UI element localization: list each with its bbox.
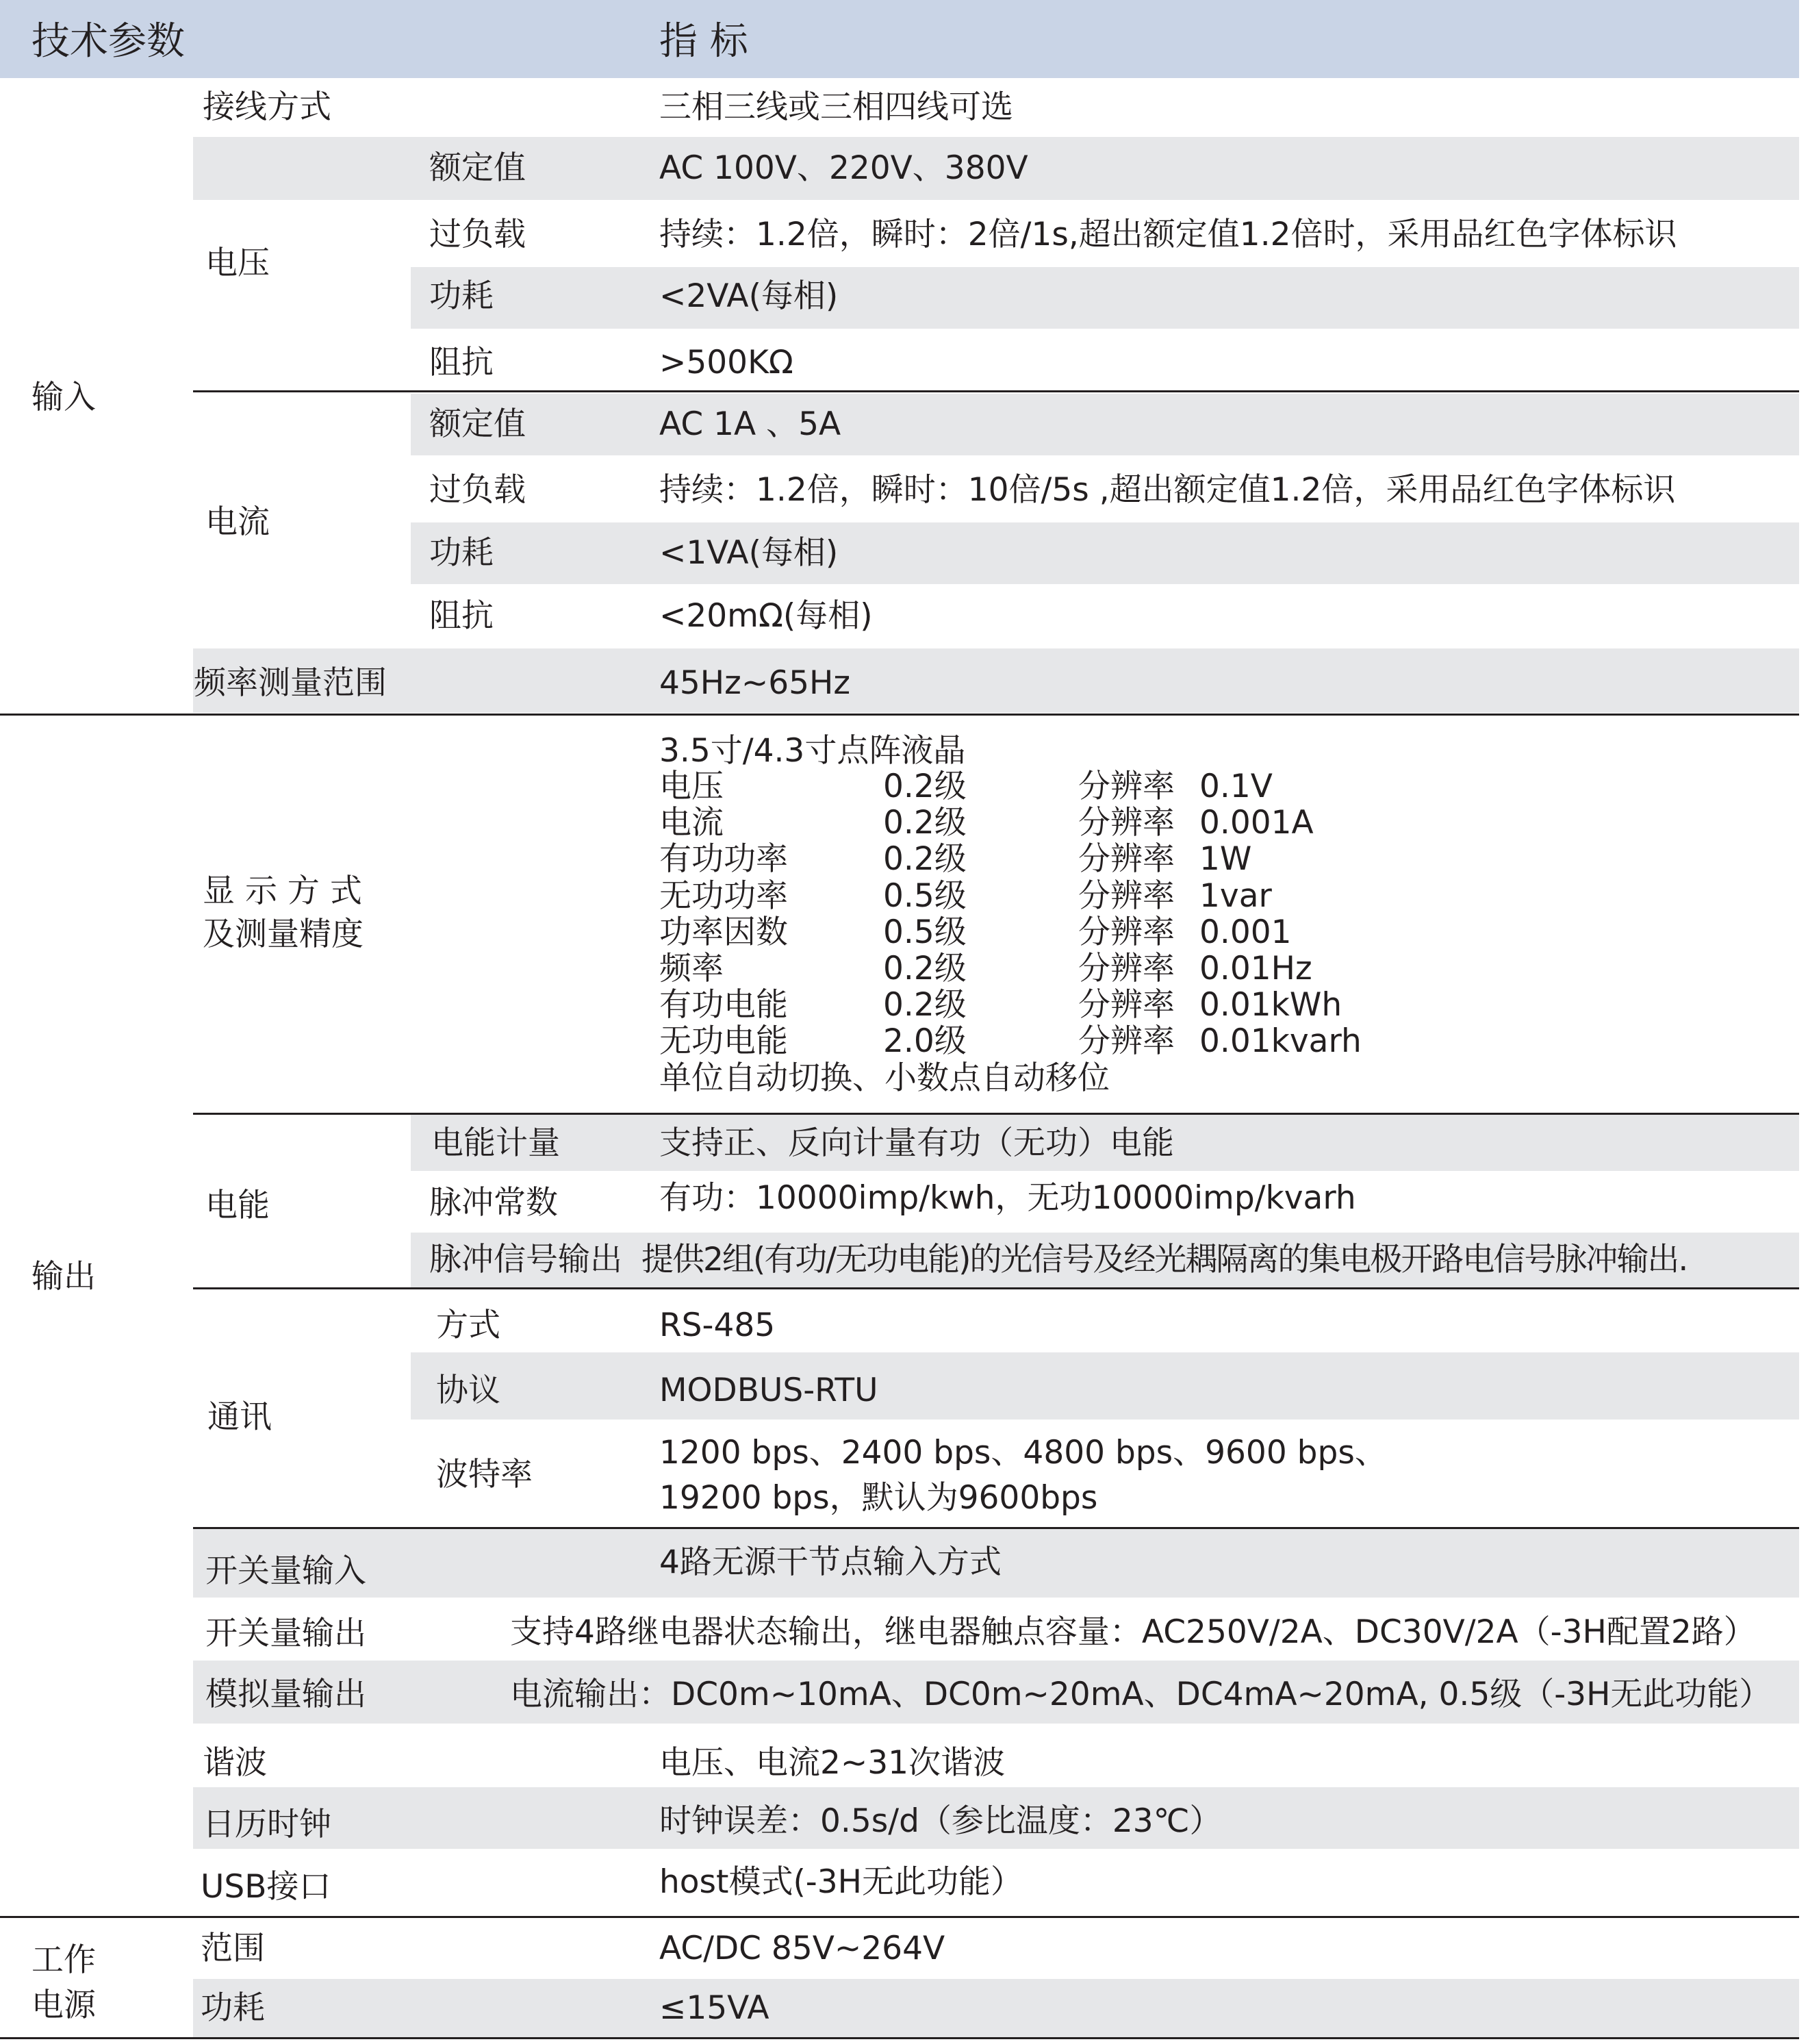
current-overload-value: 持续：1.2倍，瞬时：10倍/5s ,超出额定值1.2倍，采用品红色字体标识: [659, 471, 1676, 509]
row-band: [193, 1979, 1799, 2039]
comm-mode-label: 方式: [436, 1307, 500, 1344]
display-row-class: 0.2级: [883, 950, 967, 987]
voltage-consumption-label: 功耗: [429, 277, 494, 315]
display-row-res-label: 分辨率: [1078, 913, 1175, 951]
ao-value: 电流输出：DC0m~10mA、DC0m~20mA、DC4mA~20mA, 0.5级（-3H无此功能）: [510, 1676, 1772, 1713]
divider: [193, 390, 1799, 392]
display-row-res-label: 分辨率: [1078, 768, 1175, 805]
display-row-class: 2.0级: [883, 1022, 967, 1061]
current-rated-value: AC 1A 、5A: [659, 405, 841, 443]
voltage-rated-label: 额定值: [429, 149, 526, 187]
row-band: [411, 394, 1799, 455]
display-label-line2: 及测量精度: [203, 916, 364, 953]
display-row-res-label: 分辨率: [1078, 804, 1175, 842]
current-overload-label: 过负载: [429, 471, 526, 509]
divider: [0, 1916, 1799, 1918]
current-impedance-label: 阻抗: [429, 597, 494, 635]
energy-metering-value: 支持正、反向计量有功（无功）电能: [659, 1124, 1174, 1162]
current-rated-label: 额定值: [429, 405, 526, 443]
display-row-name: 有功功率: [659, 840, 788, 879]
power-range-value: AC/DC 85V~264V: [659, 1930, 945, 1967]
display-row-res: 0.01kvarh: [1199, 1022, 1362, 1061]
current-consumption-value: <1VA(每相): [659, 534, 839, 572]
header-param: 技术参数: [31, 19, 185, 64]
harmonic-value: 电压、电流2~31次谐波: [659, 1744, 1006, 1782]
display-row-res-label: 分辨率: [1078, 1022, 1175, 1061]
power-consumption-value: ≤15VA: [659, 1989, 769, 2027]
table-header: [0, 0, 1799, 78]
voltage-impedance-label: 阻抗: [429, 344, 494, 381]
usb-value: host模式(-3H无此功能）: [659, 1863, 1023, 1901]
comm-protocol-value: MODBUS-RTU: [659, 1372, 878, 1409]
display-row-class: 0.5级: [883, 876, 967, 915]
display-row-res: 0.001A: [1199, 804, 1314, 842]
divider: [193, 1527, 1799, 1529]
display-row-res: 0.01kWh: [1199, 986, 1342, 1024]
display-footer: 单位自动切换、小数点自动移位: [659, 1059, 1110, 1097]
divider: [0, 2037, 1799, 2039]
current-label: 电流: [205, 503, 270, 541]
do-value: 支持4路继电器状态输出，继电器触点容量：AC250V/2A、DC30V/2A（-3H配置2路）: [510, 1613, 1756, 1651]
display-row-name: 无功功率: [659, 876, 788, 915]
header-spec: 指 标: [659, 19, 748, 64]
display-row-name: 无功电能: [659, 1022, 788, 1061]
comm-mode-value: RS-485: [659, 1307, 776, 1344]
power-consumption-label: 功耗: [201, 1989, 265, 2027]
clock-label: 日历时钟: [203, 1806, 331, 1843]
pulse-out-label: 脉冲信号输出: [429, 1241, 622, 1278]
display-row-res-label: 分辨率: [1078, 876, 1175, 915]
voltage-overload-value: 持续：1.2倍，瞬时：2倍/1s,超出额定值1.2倍时，采用品红色字体标识: [659, 216, 1677, 253]
voltage-overload-label: 过负载: [429, 216, 526, 253]
display-row-res-label: 分辨率: [1078, 950, 1175, 987]
divider: [193, 1113, 1799, 1115]
section-output: 输出: [31, 1258, 96, 1296]
display-screen: 3.5寸/4.3寸点阵液晶: [659, 732, 966, 770]
voltage-rated-value: AC 100V、220V、380V: [659, 149, 1028, 187]
current-consumption-label: 功耗: [429, 534, 494, 572]
comm-baud-value-line1: 1200 bps、2400 bps、4800 bps、9600 bps、: [659, 1434, 1387, 1472]
display-row-class: 0.2级: [883, 840, 967, 879]
divider: [193, 1287, 1799, 1289]
section-input: 输入: [31, 379, 96, 416]
section-power: 工作 电源: [31, 1941, 96, 2024]
clock-value: 时钟误差：0.5s/d（参比温度：23℃）: [659, 1802, 1222, 1840]
display-row-res: 0.01Hz: [1199, 950, 1312, 987]
display-row-res-label: 分辨率: [1078, 840, 1175, 879]
row-band: [193, 648, 1799, 713]
pulse-const-value: 有功：10000imp/kwh，无功10000imp/kvarh: [659, 1179, 1356, 1217]
display-row-name: 有功电能: [659, 986, 788, 1024]
row-band: [411, 522, 1799, 584]
display-row-name: 电压: [659, 768, 724, 805]
display-row-class: 0.2级: [883, 768, 967, 805]
display-row-class: 0.5级: [883, 913, 967, 951]
voltage-impedance-value: >500KΩ: [659, 344, 793, 381]
power-range-label: 范围: [201, 1930, 265, 1967]
di-value: 4路无源干节点输入方式: [659, 1543, 1002, 1581]
display-row-class: 0.2级: [883, 804, 967, 842]
display-row-res: 0.1V: [1199, 768, 1273, 805]
row-band: [411, 267, 1799, 329]
display-row-res: 1W: [1199, 840, 1252, 879]
display-row-res: 1var: [1199, 876, 1272, 915]
di-label: 开关量输入: [205, 1552, 366, 1590]
display-row-name: 功率因数: [659, 913, 788, 951]
display-row-class: 0.2级: [883, 986, 967, 1024]
display-row-res-label: 分辨率: [1078, 986, 1175, 1024]
row-band: [411, 1352, 1799, 1420]
pulse-out-value: 提供2组(有功/无功电能)的光信号及经光耦隔离的集电极开路电信号脉冲输出.: [641, 1241, 1688, 1278]
pulse-const-label: 脉冲常数: [429, 1184, 558, 1222]
energy-metering-label: 电能计量: [431, 1124, 560, 1162]
display-row-name: 电流: [659, 804, 724, 842]
voltage-label: 电压: [205, 244, 270, 282]
display-row-name: 频率: [659, 950, 724, 987]
comm-baud-value-line2: 19200 bps，默认为9600bps: [659, 1479, 1098, 1517]
display-label-line1: 显 示 方 式: [203, 872, 362, 910]
current-impedance-value: <20mΩ(每相): [659, 597, 873, 635]
usb-label: USB接口: [201, 1868, 331, 1906]
comm-protocol-label: 协议: [436, 1372, 500, 1409]
energy-label: 电能: [205, 1187, 270, 1224]
frequency-value: 45Hz~65Hz: [659, 664, 851, 702]
comm-baud-label: 波特率: [436, 1456, 533, 1493]
frequency-label: 频率测量范围: [194, 664, 387, 702]
display-row-res: 0.001: [1199, 913, 1292, 951]
voltage-consumption-value: <2VA(每相): [659, 277, 839, 315]
wiring-label: 接线方式: [203, 88, 331, 126]
wiring-value: 三相三线或三相四线可选: [659, 88, 1013, 126]
comm-label: 通讯: [207, 1398, 272, 1436]
harmonic-label: 谐波: [203, 1744, 267, 1782]
ao-label: 模拟量输出: [205, 1676, 366, 1713]
divider: [0, 714, 1799, 716]
do-label: 开关量输出: [205, 1615, 366, 1652]
